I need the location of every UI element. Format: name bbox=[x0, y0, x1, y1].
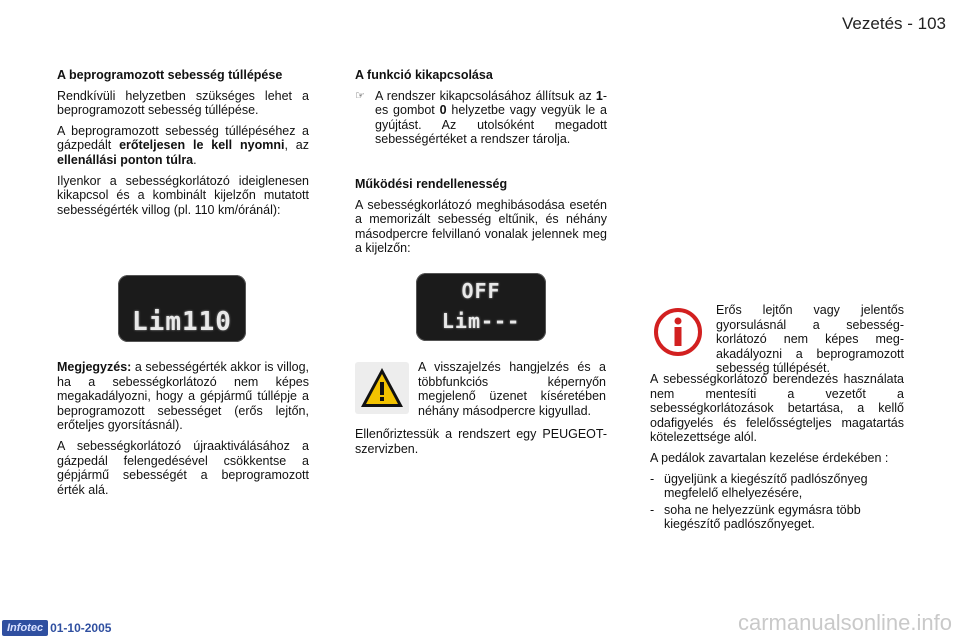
malfunction-display-image bbox=[416, 273, 546, 341]
paragraph: A beprogramozott sebesség túllépéséhez a gázpedált erőteljesen le kell nyomni, az ellenállási ponton túlra. bbox=[57, 123, 309, 167]
section-heading-malfunction: Működési rendellenesség bbox=[355, 176, 508, 191]
list-item: - ügyeljünk a kiegészítő padlószőnyeg megfelelő elhelyezésére, bbox=[650, 471, 868, 501]
paragraph: A pedálok zavartalan kezelése érdekében : bbox=[650, 450, 889, 465]
display-text-bottom: Lim--- bbox=[441, 309, 521, 333]
column-left bbox=[57, 68, 309, 223]
page-header: Vezetés - 103 bbox=[842, 14, 946, 33]
column-right bbox=[650, 372, 904, 534]
speed-display-image bbox=[118, 275, 246, 342]
section-heading-overspeed: A beprogramozott sebesség túllépése bbox=[57, 68, 283, 82]
info-circle-icon bbox=[652, 306, 704, 358]
hand-pointer-icon: ☞ bbox=[355, 89, 365, 102]
bullet-item: ☞ A rendszer kikapcsolásához állítsuk az 1-es gombot 0 helyzetbe vagy vegyük le a gyújtást. Az utolsóként megadott sebességértéket a rendszer tárolja. bbox=[355, 88, 607, 147]
footer-date: 01-10-2005 bbox=[50, 621, 112, 635]
info-text-block bbox=[716, 303, 904, 382]
warning-triangle-icon bbox=[355, 362, 409, 414]
list-item: - soha ne helyezzünk egymásra több kiegészítő padlószőnyeget. bbox=[650, 502, 861, 532]
paragraph: A sebességkorlátozó berendezés használata nem mentesíti a vezetőt a sebességkorlátozások betartása, a kellő odafigyelés és felelősségteljes magatartás kötelezettsége alól. bbox=[650, 372, 904, 445]
column-middle bbox=[355, 68, 607, 262]
warning-text-block bbox=[418, 360, 606, 424]
column-middle-lower bbox=[355, 427, 607, 462]
note-paragraph: Megjegyzés: a sebességérték akkor is villog, ha a sebességkorlátozó nem képes megakadályozni, hogy a gépjármű túllépje a beprogramozott sebességet (erős lejtőn, erőteljes gyorsításnál). bbox=[57, 360, 309, 433]
footer bbox=[2, 620, 111, 636]
paragraph: Ilyenkor a sebességkorlátozó ideiglenesen kikapcsol és a kombinált kijelzőn mutatott sebességérték villog (pl. 110 km/óránál): bbox=[57, 173, 309, 217]
paragraph: A sebességkorlátozó újraaktiválásához a gázpedál felengedésével csökkentse a gépjármű sebességét a beprogramozott érték alá. bbox=[57, 438, 309, 497]
paragraph: Ellenőriztessük a rendszert egy PEUGEOT-szervizben. bbox=[355, 427, 607, 456]
watermark: carmanualsonline.info bbox=[737, 610, 952, 635]
paragraph: Rendkívüli helyzetben szükséges lehet a beprogramozott sebesség túllépése. bbox=[57, 88, 309, 118]
paragraph: A sebességkorlátozó meghibásodása esetén a memorizált sebesség eltűnik, és néhány másodpercre felvillanó vonalak jelennek meg a kijelzőn: bbox=[355, 197, 607, 256]
section-heading-deactivation: A funkció kikapcsolása bbox=[355, 68, 493, 82]
column-left-lower bbox=[57, 360, 309, 503]
paragraph: Erős lejtőn vagy jelentős gyorsulásnál a sebességkorlátozó nem képes megakadályozni a beprogramozott sebesség túllépését. bbox=[716, 303, 904, 376]
infotec-badge: Infotec bbox=[2, 620, 48, 636]
paragraph: A visszajelzés hangjelzés és a többfunkciós képernyőn megjelenő üzenet kíséretében néhány másodpercre kigyullad. bbox=[418, 360, 606, 418]
display-text: Lim110 bbox=[132, 307, 232, 337]
display-text-top: OFF bbox=[461, 279, 501, 303]
